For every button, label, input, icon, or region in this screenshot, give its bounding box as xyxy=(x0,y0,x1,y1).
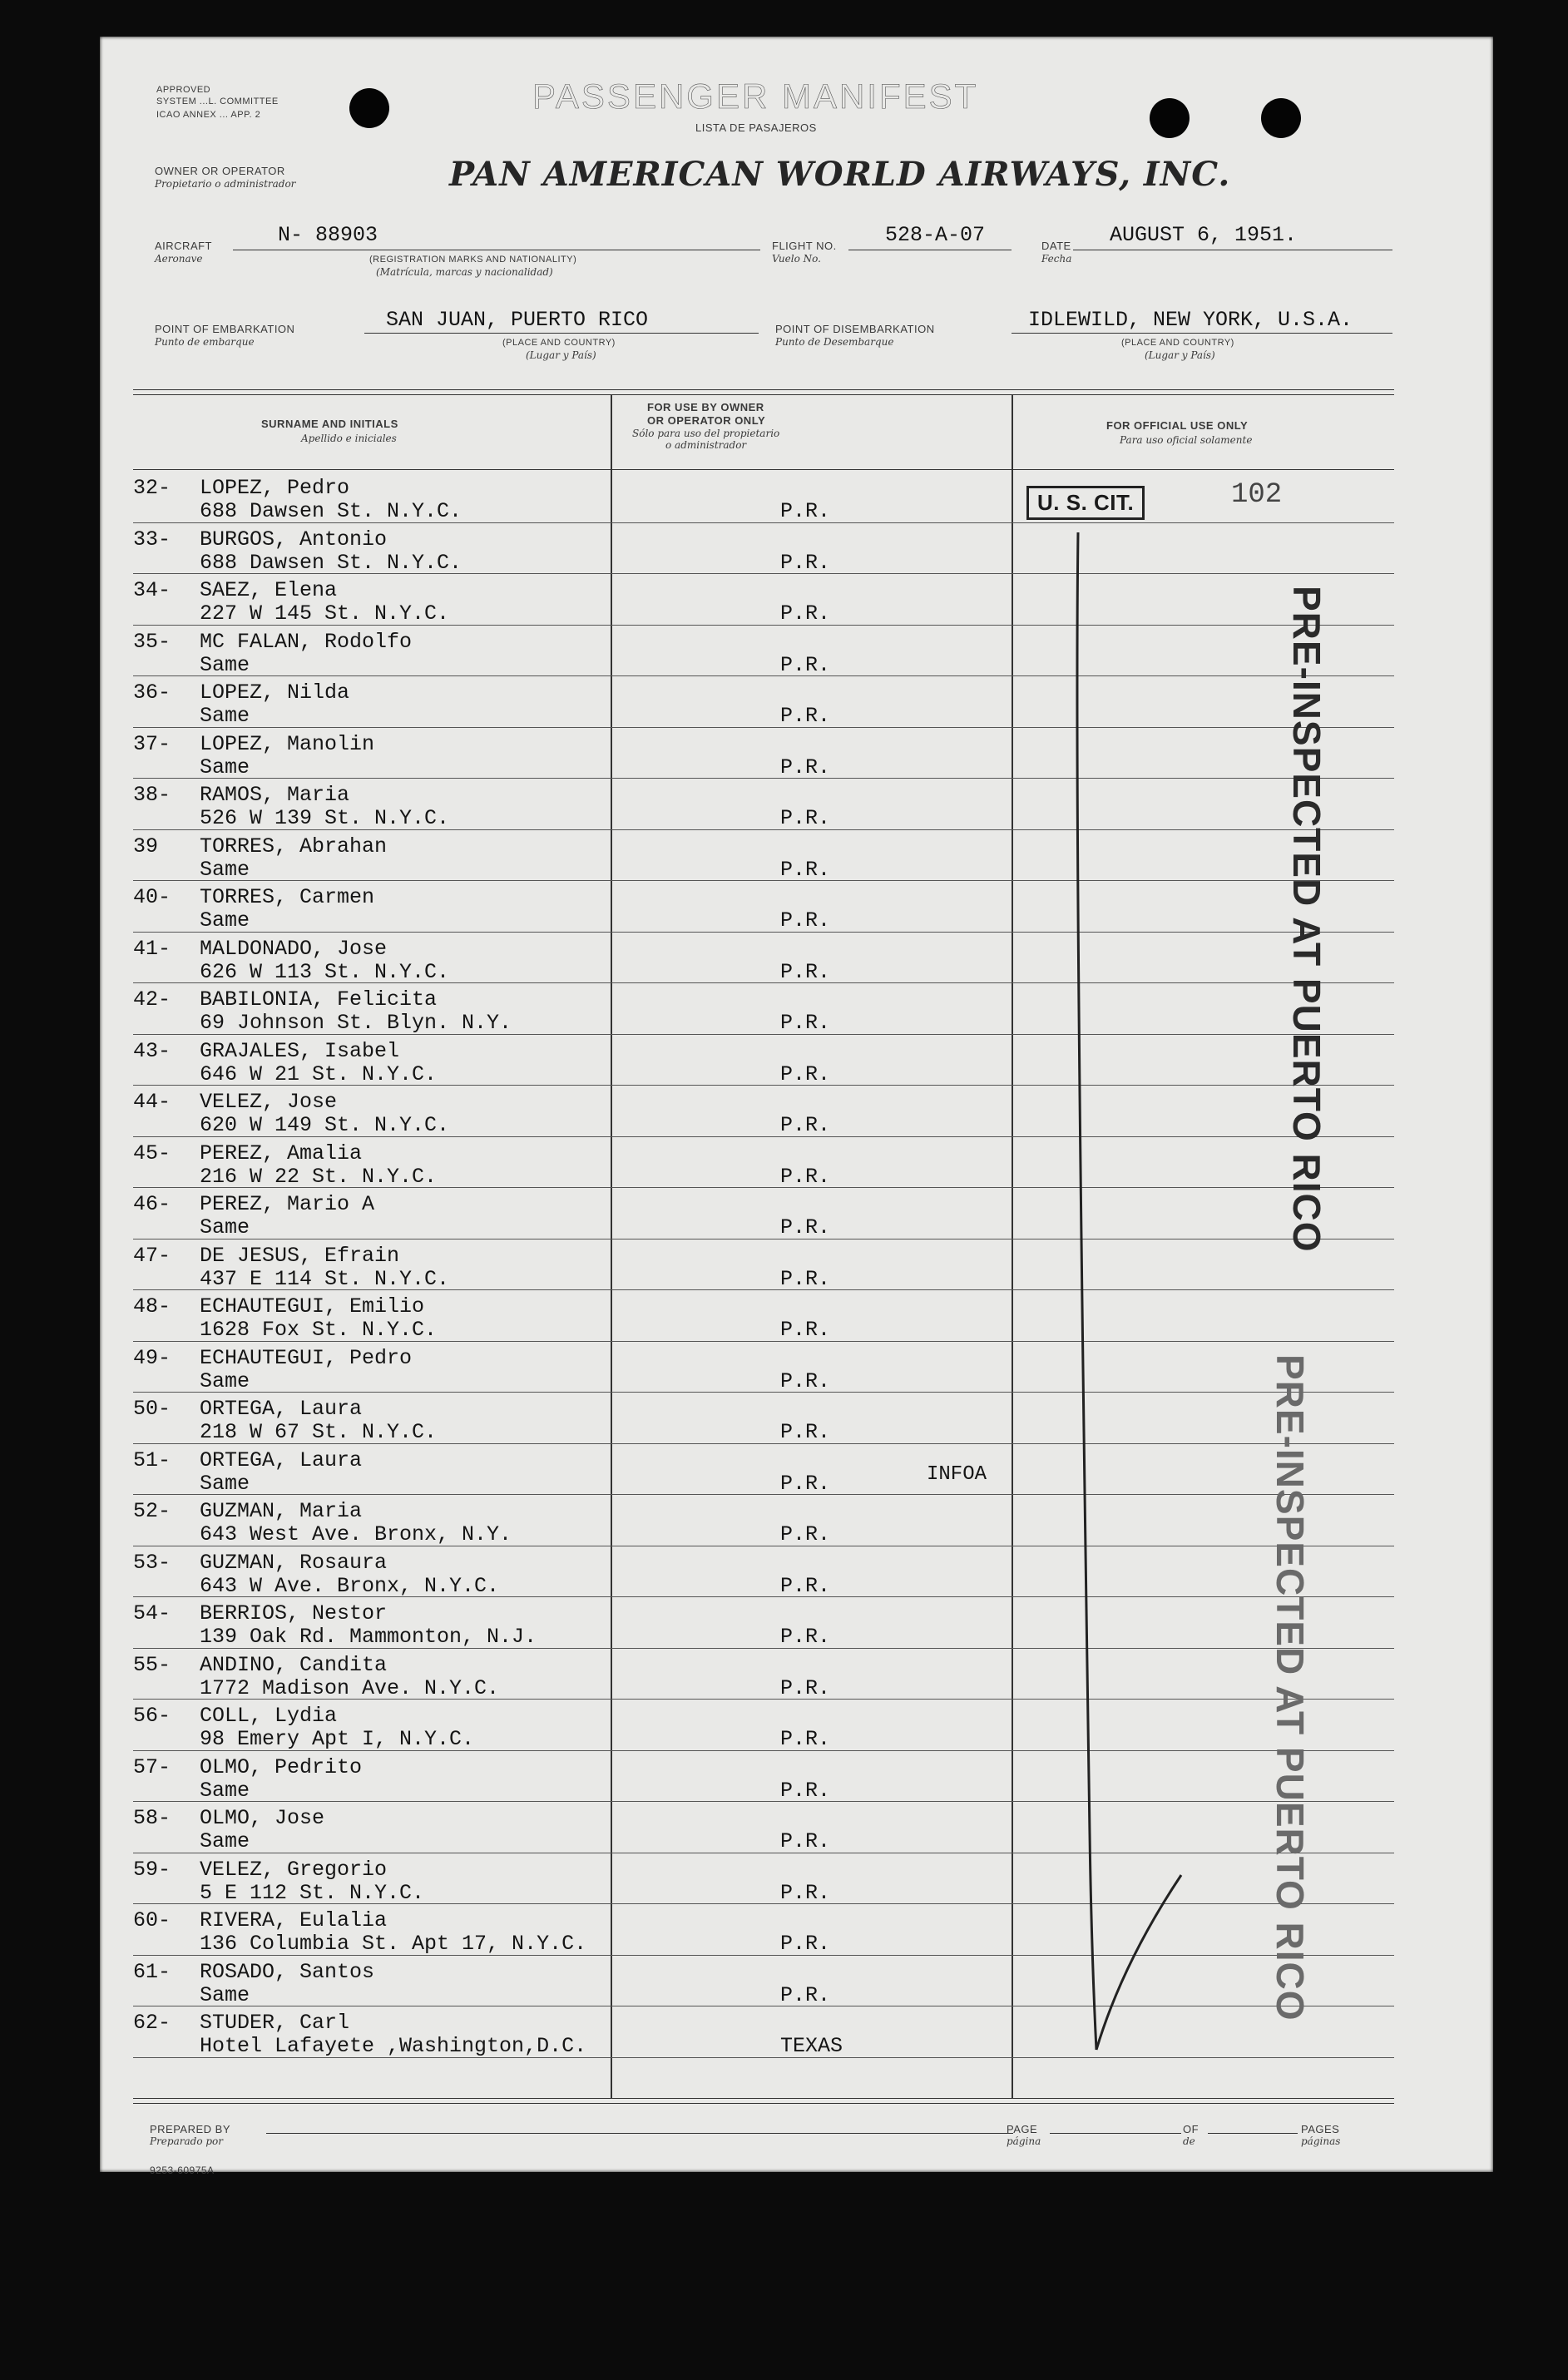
manifest-page xyxy=(100,37,1493,2176)
col-official-header-es: Para uso oficial solamente xyxy=(1120,434,1253,446)
row-number: 44- xyxy=(133,1090,171,1114)
flight-label: FLIGHT NO. xyxy=(772,240,837,252)
registration-note-es: (Matrícula, marcas y nacionalidad) xyxy=(376,266,553,278)
passenger-name: BABILONIA, Felicita xyxy=(200,987,438,1012)
passenger-address: 227 W 145 St. N.Y.C. xyxy=(200,601,450,626)
row-number: 60- xyxy=(133,1908,171,1932)
passenger-name: ORTEGA, Laura xyxy=(200,1397,363,1421)
disembark-value: IDLEWILD, NEW YORK, U.S.A. xyxy=(1028,308,1353,332)
passenger-address: Same xyxy=(200,1368,250,1393)
row-number: 33- xyxy=(133,527,171,552)
passenger-origin: P.R. xyxy=(780,959,831,984)
page-label-es: página xyxy=(1007,2135,1041,2147)
passenger-address: 646 W 21 St. N.Y.C. xyxy=(200,1061,438,1086)
row-number: 57- xyxy=(133,1754,171,1779)
row-number: 48- xyxy=(133,1294,171,1319)
passenger-name: PEREZ, Mario A xyxy=(200,1192,375,1216)
passenger-origin: P.R. xyxy=(780,1266,831,1291)
pages-label-es: páginas xyxy=(1301,2135,1341,2147)
row-number: 32- xyxy=(133,476,171,500)
passenger-origin: P.R. xyxy=(780,1932,831,1956)
passenger-name: ROSADO, Santos xyxy=(200,1959,375,1984)
passenger-name: ECHAUTEGUI, Emilio xyxy=(200,1294,425,1319)
passenger-origin: P.R. xyxy=(780,1778,831,1803)
passenger-address: Hotel Lafayete ,Washington,D.C. xyxy=(200,2034,587,2058)
approved-label: APPROVED xyxy=(156,85,211,95)
passenger-address: 643 West Ave. Bronx, N.Y. xyxy=(200,1522,512,1546)
row-number: 59- xyxy=(133,1857,171,1882)
passenger-origin: P.R. xyxy=(780,806,831,830)
passenger-name: BURGOS, Antonio xyxy=(200,527,388,552)
passenger-name: ANDINO, Candita xyxy=(200,1652,388,1677)
passenger-address: 139 Oak Rd. Mammonton, N.J. xyxy=(200,1625,537,1649)
aircraft-label: AIRCRAFT xyxy=(155,240,212,252)
passenger-address: 626 W 113 St. N.Y.C. xyxy=(200,959,450,984)
passenger-name: STUDER, Carl xyxy=(200,2011,350,2035)
passenger-address: Same xyxy=(200,1778,250,1803)
passenger-origin: P.R. xyxy=(780,1727,831,1751)
embark-place-note-es: (Lugar y País) xyxy=(526,349,596,361)
row-number: 55- xyxy=(133,1652,171,1677)
aircraft-label-es: Aeronave xyxy=(155,253,203,265)
passenger-origin: P.R. xyxy=(780,601,831,626)
row-number: 61- xyxy=(133,1959,171,1984)
passenger-name: LOPEZ, Pedro xyxy=(200,476,350,500)
passenger-name: RIVERA, Eulalia xyxy=(200,1908,388,1932)
form-title-es: LISTA DE PASAJEROS xyxy=(695,121,817,134)
passenger-address: 69 Johnson St. Blyn. N.Y. xyxy=(200,1011,512,1035)
stamp-number: 102 xyxy=(1231,479,1283,511)
date-label: DATE xyxy=(1041,240,1071,252)
passenger-name: COLL, Lydia xyxy=(200,1704,338,1728)
disembark-label-es: Punto de Desembarque xyxy=(775,336,894,348)
passenger-name: BERRIOS, Nestor xyxy=(200,1601,388,1625)
passenger-note: INFOA xyxy=(927,1462,987,1486)
date-label-es: Fecha xyxy=(1041,253,1072,265)
passenger-name: OLMO, Pedrito xyxy=(200,1754,363,1779)
pages-label: PAGES xyxy=(1301,2123,1340,2135)
passenger-address: 218 W 67 St. N.Y.C. xyxy=(200,1420,438,1444)
passenger-address: Same xyxy=(200,1829,250,1853)
date-value: AUGUST 6, 1951. xyxy=(1110,223,1298,247)
row-number: 40- xyxy=(133,885,171,909)
form-title: PASSENGER MANIFEST xyxy=(532,77,979,116)
row-number: 46- xyxy=(133,1192,171,1216)
registration-note: (REGISTRATION MARKS AND NATIONALITY) xyxy=(369,255,577,265)
passenger-origin: P.R. xyxy=(780,1573,831,1598)
passenger-address: 688 Dawsen St. N.Y.C. xyxy=(200,550,462,575)
passenger-address: Same xyxy=(200,755,250,779)
row-number: 58- xyxy=(133,1806,171,1830)
col-owner-header-es-2: o administrador xyxy=(665,439,747,451)
passenger-origin: P.R. xyxy=(780,1982,831,2007)
of-label: OF xyxy=(1183,2123,1199,2135)
passenger-name: OLMO, Jose xyxy=(200,1806,325,1830)
owner-label-es: Propietario o administrador xyxy=(155,178,296,190)
disembark-place-note-es: (Lugar y País) xyxy=(1145,349,1215,361)
page-label: PAGE xyxy=(1007,2123,1038,2135)
passenger-name: GRAJALES, Isabel xyxy=(200,1038,400,1063)
passenger-address: 136 Columbia St. Apt 17, N.Y.C. xyxy=(200,1932,587,1956)
col-surname-header-es: Apellido e iniciales xyxy=(301,433,397,444)
passenger-address: Same xyxy=(200,652,250,677)
row-number: 37- xyxy=(133,731,171,756)
col-owner-header-1: FOR USE BY OWNER xyxy=(647,401,764,413)
passenger-name: SAEZ, Elena xyxy=(200,578,338,602)
passenger-address: 5 E 112 St. N.Y.C. xyxy=(200,1880,425,1905)
pre-inspected-stamp-1: PRE-INSPECTED AT PUERTO RICO xyxy=(1285,586,1328,1253)
row-number: 62- xyxy=(133,2011,171,2035)
passenger-origin: P.R. xyxy=(780,1829,831,1853)
passenger-name: VELEZ, Gregorio xyxy=(200,1857,388,1882)
row-number: 52- xyxy=(133,1499,171,1523)
passenger-origin: P.R. xyxy=(780,1522,831,1546)
passenger-address: 526 W 139 St. N.Y.C. xyxy=(200,806,450,830)
passenger-address: 643 W Ave. Bronx, N.Y.C. xyxy=(200,1573,500,1598)
embark-label-es: Punto de embarque xyxy=(155,336,255,348)
disembark-place-note: (PLACE AND COUNTRY) xyxy=(1121,338,1234,348)
row-number: 34- xyxy=(133,578,171,602)
passenger-origin: P.R. xyxy=(780,1880,831,1905)
passenger-address: Same xyxy=(200,857,250,882)
row-number: 54- xyxy=(133,1601,171,1625)
passenger-address: Same xyxy=(200,1215,250,1239)
passenger-address: Same xyxy=(200,1982,250,2007)
aircraft-value: N- 88903 xyxy=(278,223,378,247)
owner-label: OWNER OR OPERATOR xyxy=(155,165,285,177)
passenger-origin: P.R. xyxy=(780,1420,831,1444)
passenger-address: 437 E 114 St. N.Y.C. xyxy=(200,1266,450,1291)
passenger-origin: P.R. xyxy=(780,704,831,728)
passenger-address: 1772 Madison Ave. N.Y.C. xyxy=(200,1675,500,1700)
embark-label: POINT OF EMBARKATION xyxy=(155,323,295,335)
passenger-origin: TEXAS xyxy=(780,2034,843,2058)
passenger-address: Same xyxy=(200,908,250,933)
row-number: 50- xyxy=(133,1397,171,1421)
form-number: 9253-60975A xyxy=(150,2165,215,2176)
icao-label: ICAO ANNEX ... APP. 2 xyxy=(156,110,261,120)
col-official-header: FOR OFFICIAL USE ONLY xyxy=(1106,419,1249,432)
passenger-origin: P.R. xyxy=(780,1215,831,1239)
disembark-label: POINT OF DISEMBARKATION xyxy=(775,323,935,335)
passenger-name: GUZMAN, Maria xyxy=(200,1499,363,1523)
passenger-name: TORRES, Abrahan xyxy=(200,834,388,858)
row-number: 35- xyxy=(133,629,171,654)
of-label-es: de xyxy=(1183,2135,1195,2147)
col-surname-header: SURNAME AND INITIALS xyxy=(261,418,398,430)
prepared-by-label-es: Preparado por xyxy=(150,2135,224,2147)
passenger-address: Same xyxy=(200,1471,250,1496)
owner-value: PAN AMERICAN WORLD AIRWAYS, INC. xyxy=(449,155,1231,194)
us-citizen-stamp: U. S. CIT. xyxy=(1026,486,1145,520)
row-number: 47- xyxy=(133,1243,171,1268)
row-number: 56- xyxy=(133,1704,171,1728)
passenger-origin: P.R. xyxy=(780,1318,831,1342)
passenger-origin: P.R. xyxy=(780,1164,831,1189)
passenger-address: 1628 Fox St. N.Y.C. xyxy=(200,1318,438,1342)
row-number: 49- xyxy=(133,1345,171,1370)
passenger-origin: P.R. xyxy=(780,652,831,677)
system-label: SYSTEM ...L. COMMITTEE xyxy=(156,96,279,106)
row-number: 41- xyxy=(133,936,171,961)
embark-place-note: (PLACE AND COUNTRY) xyxy=(502,338,616,348)
passenger-name: RAMOS, Maria xyxy=(200,783,350,807)
row-number: 36- xyxy=(133,680,171,705)
passenger-origin: P.R. xyxy=(780,755,831,779)
passenger-name: ORTEGA, Laura xyxy=(200,1447,363,1472)
row-number: 45- xyxy=(133,1141,171,1165)
passenger-name: TORRES, Carmen xyxy=(200,885,375,909)
embark-value: SAN JUAN, PUERTO RICO xyxy=(386,308,649,332)
passenger-origin: P.R. xyxy=(780,1368,831,1393)
col-owner-header-es-1: Sólo para uso del propietario xyxy=(632,428,780,439)
passenger-name: ECHAUTEGUI, Pedro xyxy=(200,1345,413,1370)
passenger-origin: P.R. xyxy=(780,908,831,933)
flight-value: 528-A-07 xyxy=(885,223,986,247)
checkmark-stroke xyxy=(100,37,1493,2172)
passenger-address: 216 W 22 St. N.Y.C. xyxy=(200,1164,438,1189)
row-number: 53- xyxy=(133,1550,171,1575)
prepared-by-label: PREPARED BY xyxy=(150,2123,231,2135)
passenger-origin: P.R. xyxy=(780,1625,831,1649)
passenger-origin: P.R. xyxy=(780,1675,831,1700)
passenger-name: GUZMAN, Rosaura xyxy=(200,1550,388,1575)
row-number: 39 xyxy=(133,834,159,858)
passenger-origin: P.R. xyxy=(780,1471,831,1496)
passenger-address: 620 W 149 St. N.Y.C. xyxy=(200,1113,450,1137)
row-number: 51- xyxy=(133,1447,171,1472)
passenger-name: VELEZ, Jose xyxy=(200,1090,338,1114)
passenger-origin: P.R. xyxy=(780,1113,831,1137)
passenger-address: 688 Dawsen St. N.Y.C. xyxy=(200,499,462,523)
passenger-address: 98 Emery Apt I, N.Y.C. xyxy=(200,1727,475,1751)
passenger-origin: P.R. xyxy=(780,550,831,575)
passenger-name: DE JESUS, Efrain xyxy=(200,1243,400,1268)
pre-inspected-stamp-2: PRE-INSPECTED AT PUERTO RICO xyxy=(1269,1354,1312,2021)
passenger-origin: P.R. xyxy=(780,857,831,882)
row-number: 43- xyxy=(133,1038,171,1063)
row-number: 42- xyxy=(133,987,171,1012)
passenger-origin: P.R. xyxy=(780,1061,831,1086)
passenger-origin: P.R. xyxy=(780,1011,831,1035)
row-number: 38- xyxy=(133,783,171,807)
passenger-name: LOPEZ, Nilda xyxy=(200,680,350,705)
passenger-name: MALDONADO, Jose xyxy=(200,936,388,961)
passenger-origin: P.R. xyxy=(780,499,831,523)
passenger-address: Same xyxy=(200,704,250,728)
flight-label-es: Vuelo No. xyxy=(772,253,821,265)
passenger-name: MC FALAN, Rodolfo xyxy=(200,629,413,654)
passenger-name: PEREZ, Amalia xyxy=(200,1141,363,1165)
passenger-name: LOPEZ, Manolin xyxy=(200,731,375,756)
col-owner-header-2: OR OPERATOR ONLY xyxy=(647,414,766,427)
